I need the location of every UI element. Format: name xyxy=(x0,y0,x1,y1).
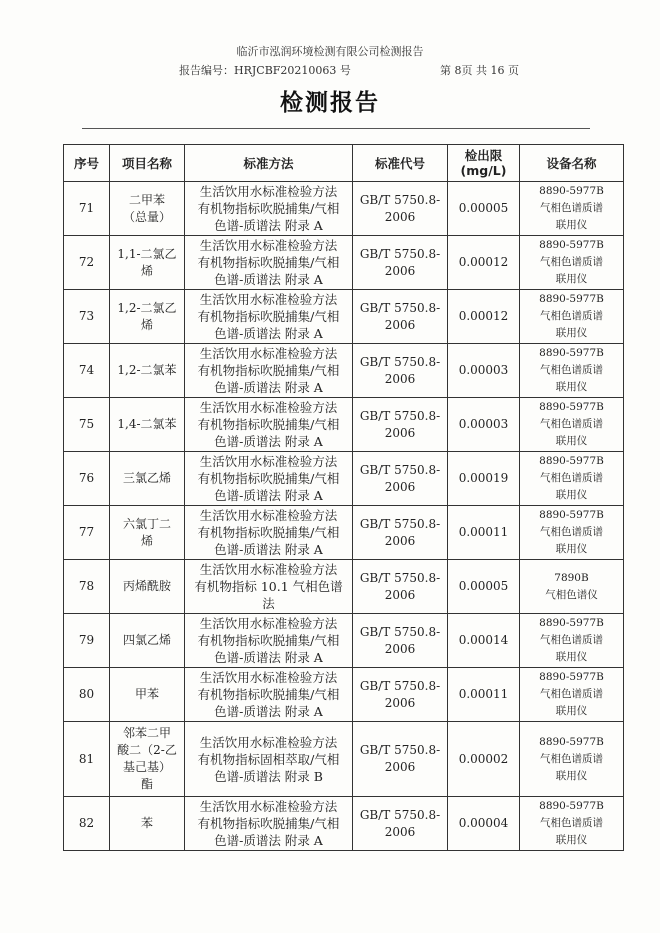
cell-item: 1,4-二氯苯 xyxy=(110,398,185,452)
cell-code: GB/T 5750.8- 2006 xyxy=(353,668,448,722)
cell-item: 1,2-二氯乙 烯 xyxy=(110,290,185,344)
cell-item: 甲苯 xyxy=(110,668,185,722)
cell-no: 79 xyxy=(64,614,110,668)
cell-item: 二甲苯 （总量） xyxy=(110,182,185,236)
cell-limit: 0.00012 xyxy=(448,290,520,344)
cell-no: 78 xyxy=(64,560,110,614)
table-row xyxy=(64,290,624,344)
cell-limit: 0.00011 xyxy=(448,668,520,722)
cell-method: 生活饮用水标准检验方法 有机物指标吹脱捕集/气相 色谱-质谱法 附录 A xyxy=(185,290,353,344)
cell-method: 生活饮用水标准检验方法 有机物指标吹脱捕集/气相 色谱-质谱法 附录 A xyxy=(185,668,353,722)
cell-code: GB/T 5750.8- 2006 xyxy=(353,344,448,398)
cell-method: 生活饮用水标准检验方法 有机物指标吹脱捕集/气相 色谱-质谱法 附录 A xyxy=(185,398,353,452)
cell-no: 76 xyxy=(64,452,110,506)
column-header-code: 标准代号 xyxy=(353,145,448,182)
cell-no: 80 xyxy=(64,668,110,722)
cell-no: 82 xyxy=(64,797,110,851)
table-row xyxy=(64,344,624,398)
table-header-row xyxy=(64,145,624,182)
cell-code: GB/T 5750.8- 2006 xyxy=(353,236,448,290)
cell-device: 7890B 气相色谱仪 xyxy=(520,560,624,614)
cell-code: GB/T 5750.8- 2006 xyxy=(353,560,448,614)
cell-limit: 0.00014 xyxy=(448,614,520,668)
column-header-no: 序号 xyxy=(64,145,110,182)
cell-device: 8890-5977B 气相色谱质谱 联用仪 xyxy=(520,722,624,797)
cell-code: GB/T 5750.8- 2006 xyxy=(353,452,448,506)
cell-item: 1,1-二氯乙 烯 xyxy=(110,236,185,290)
cell-method: 生活饮用水标准检验方法 有机物指标吹脱捕集/气相 色谱-质谱法 附录 A xyxy=(185,614,353,668)
cell-code: GB/T 5750.8- 2006 xyxy=(353,398,448,452)
cell-no: 72 xyxy=(64,236,110,290)
cell-no: 77 xyxy=(64,506,110,560)
cell-method: 生活饮用水标准检验方法 有机物指标吹脱捕集/气相 色谱-质谱法 附录 A xyxy=(185,797,353,851)
table-body xyxy=(64,182,624,851)
cell-code: GB/T 5750.8- 2006 xyxy=(353,290,448,344)
table-row xyxy=(64,560,624,614)
table-row xyxy=(64,236,624,290)
cell-method: 生活饮用水标准检验方法 有机物指标 10.1 气相色谱 法 xyxy=(185,560,353,614)
table-row xyxy=(64,614,624,668)
cell-no: 81 xyxy=(64,722,110,797)
cell-device: 8890-5977B 气相色谱质谱 联用仪 xyxy=(520,452,624,506)
cell-code: GB/T 5750.8- 2006 xyxy=(353,506,448,560)
column-header-limit: 检出限 (mg/L) xyxy=(448,145,520,182)
title-divider xyxy=(82,128,590,129)
cell-device: 8890-5977B 气相色谱质谱 联用仪 xyxy=(520,398,624,452)
table-row xyxy=(64,506,624,560)
cell-no: 74 xyxy=(64,344,110,398)
table-row xyxy=(64,398,624,452)
cell-item: 四氯乙烯 xyxy=(110,614,185,668)
cell-method: 生活饮用水标准检验方法 有机物指标吹脱捕集/气相 色谱-质谱法 附录 A xyxy=(185,182,353,236)
cell-item: 邻苯二甲 酸二（2-乙 基己基） 酯 xyxy=(110,722,185,797)
cell-limit: 0.00005 xyxy=(448,182,520,236)
cell-device: 8890-5977B 气相色谱质谱 联用仪 xyxy=(520,797,624,851)
cell-no: 73 xyxy=(64,290,110,344)
cell-method: 生活饮用水标准检验方法 有机物指标吹脱捕集/气相 色谱-质谱法 附录 A xyxy=(185,452,353,506)
cell-code: GB/T 5750.8- 2006 xyxy=(353,614,448,668)
cell-no: 75 xyxy=(64,398,110,452)
cell-device: 8890-5977B 气相色谱质谱 联用仪 xyxy=(520,614,624,668)
cell-method: 生活饮用水标准检验方法 有机物指标吹脱捕集/气相 色谱-质谱法 附录 A xyxy=(185,236,353,290)
cell-code: GB/T 5750.8- 2006 xyxy=(353,797,448,851)
cell-item: 1,2-二氯苯 xyxy=(110,344,185,398)
cell-limit: 0.00003 xyxy=(448,344,520,398)
cell-limit: 0.00005 xyxy=(448,560,520,614)
cell-item: 苯 xyxy=(110,797,185,851)
column-header-item: 项目名称 xyxy=(110,145,185,182)
page-indicator: 第 8页 共 16 页 xyxy=(440,64,519,77)
cell-device: 8890-5977B 气相色谱质谱 联用仪 xyxy=(520,506,624,560)
cell-limit: 0.00003 xyxy=(448,398,520,452)
cell-no: 71 xyxy=(64,182,110,236)
cell-method: 生活饮用水标准检验方法 有机物指标吹脱捕集/气相 色谱-质谱法 附录 A xyxy=(185,344,353,398)
cell-limit: 0.00019 xyxy=(448,452,520,506)
cell-limit: 0.00011 xyxy=(448,506,520,560)
cell-method: 生活饮用水标准检验方法 有机物指标吹脱捕集/气相 色谱-质谱法 附录 A xyxy=(185,506,353,560)
table-row xyxy=(64,668,624,722)
cell-limit: 0.00004 xyxy=(448,797,520,851)
report-table xyxy=(63,144,624,851)
cell-method: 生活饮用水标准检验方法 有机物指标固相萃取/气相 色谱-质谱法 附录 B xyxy=(185,722,353,797)
cell-device: 8890-5977B 气相色谱质谱 联用仪 xyxy=(520,236,624,290)
cell-code: GB/T 5750.8- 2006 xyxy=(353,722,448,797)
cell-item: 丙烯酰胺 xyxy=(110,560,185,614)
cell-device: 8890-5977B 气相色谱质谱 联用仪 xyxy=(520,668,624,722)
company-header: 临沂市泓润环境检测有限公司检测报告 xyxy=(236,45,424,58)
page-title: 检测报告 xyxy=(280,89,380,116)
column-header-method: 标准方法 xyxy=(185,145,353,182)
cell-item: 六氯丁二 烯 xyxy=(110,506,185,560)
cell-device: 8890-5977B 气相色谱质谱 联用仪 xyxy=(520,182,624,236)
report-number: 报告编号：HRJCBF20210063 号 xyxy=(179,64,351,77)
cell-item: 三氯乙烯 xyxy=(110,452,185,506)
table-row xyxy=(64,722,624,797)
table-row xyxy=(64,797,624,851)
cell-limit: 0.00012 xyxy=(448,236,520,290)
cell-device: 8890-5977B 气相色谱质谱 联用仪 xyxy=(520,344,624,398)
cell-code: GB/T 5750.8- 2006 xyxy=(353,182,448,236)
column-header-device: 设备名称 xyxy=(520,145,624,182)
table-row xyxy=(64,452,624,506)
cell-device: 8890-5977B 气相色谱质谱 联用仪 xyxy=(520,290,624,344)
table-row xyxy=(64,182,624,236)
cell-limit: 0.00002 xyxy=(448,722,520,797)
